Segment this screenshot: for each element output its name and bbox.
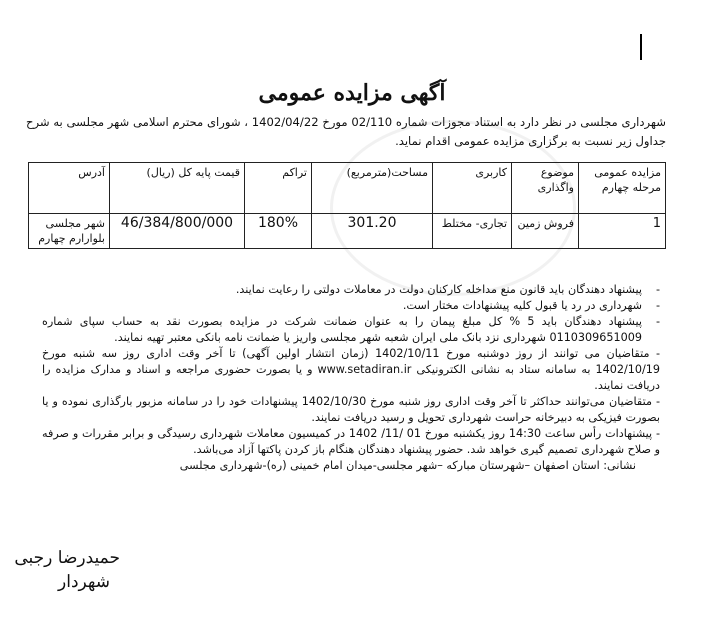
cell-subject: فروش زمین bbox=[512, 214, 579, 249]
condition-item: - متقاضیان می توانند از روز دوشنبه مورخ 1402/10/11 (زمان انتشار اولین آگهی) تا آخر وقت اداری روز سه شنبه مورخ 1402/10/19 به سامانه ستاد به نشانی الکترونیکی www.setadiran.ir و یا بصورت حضوری مراجعه و اسناد و مدارک مزایده را دریافت نمایند. bbox=[42, 347, 661, 392]
table-header-row bbox=[29, 163, 666, 214]
header-usage: کاربری bbox=[433, 163, 512, 214]
table-row bbox=[29, 214, 666, 249]
condition-item: - متقاضیان می‌توانند حداکثر تا آخر وقت اداری روز شنبه مورخ 1402/10/30 پیشنهادات خود را در سامانه مزبور بارگذاری نموده و یا بصورت فیزیکی به دبیرخانه حراست شهرداری تحویل و رسید دریافت نمایند. bbox=[42, 395, 660, 424]
condition-item: - پیشنهاد دهندگان باید 5 % کل مبلغ پیمان را به عنوان ضمانت شرکت در مزایده بصورت نقد به حساب سپای شماره 0110309651009 شهرداری نزد بانک ملی ایران شعبه شهر مجلسی واریز یا ضمانت نامه بانکی معتبر تهیه نمایند. bbox=[42, 314, 660, 346]
header-base-price: قیمت پایه کل (ریال) bbox=[110, 163, 245, 214]
intro-paragraph: شهرداری مجلسی در نظر دارد به استناد مجوزات شماره 02/110 مورخ 1402/04/22 ، شورای محترم اسلامی شهر مجلسی به شرح جداول زیر نسبت به برگزاری مزایده عمومی اقدام نماید. bbox=[26, 115, 666, 148]
header-address: آدرس bbox=[29, 163, 110, 214]
conditions-list bbox=[42, 282, 660, 474]
signatory-role: شهردار bbox=[58, 572, 110, 592]
cell-density: 180% bbox=[245, 214, 312, 249]
cell-index: 1 bbox=[579, 214, 666, 249]
condition-item: - پیشنهادات رأس ساعت 14:30 روز یکشنبه مورخ 01 /11/ 1402 در کمیسیون معاملات شهرداری رسیدگی و برابر مقررات و صرفه و صلاح شهرداری تصمیم گیری خواهد شد. حضور پیشنهاد دهندگان هنگام باز کردن پاکتها آزاد می‌باشد. bbox=[42, 427, 661, 456]
cell-area: 301.20 bbox=[312, 214, 433, 249]
condition-item: - پیشنهاد دهندگان باید قانون منع مداخله کارکنان دولت در معاملات دولتی را رعایت نمایند. bbox=[42, 282, 660, 298]
address-line: نشانی: استان اصفهان –شهرستان مبارکه –شهر مجلسی-میدان امام خمینی (ره)-شهرداری مجلسی bbox=[179, 459, 636, 472]
condition-item: - شهرداری در رد یا قبول کلیه پیشنهادات مختار است. bbox=[42, 298, 660, 314]
notice-title: آگهی مزایده عمومی bbox=[258, 80, 446, 106]
header-auction-stage: مزایده عمومی مرحله چهارم bbox=[579, 163, 666, 214]
header-subject: موضوع واگذاری bbox=[512, 163, 579, 214]
header-density: تراکم bbox=[245, 163, 312, 214]
cell-usage: تجاری- مختلط bbox=[433, 214, 512, 249]
corner-line bbox=[640, 34, 642, 60]
signatory-name: حمیدرضا رجبی bbox=[14, 548, 120, 568]
header-area: مساحت(مترمربع) bbox=[312, 163, 433, 214]
cell-address: شهر مجلسی بلوارارم چهارم bbox=[29, 214, 110, 249]
auction-table bbox=[28, 162, 666, 249]
cell-base-price: 46/384/800/000 bbox=[110, 214, 245, 249]
